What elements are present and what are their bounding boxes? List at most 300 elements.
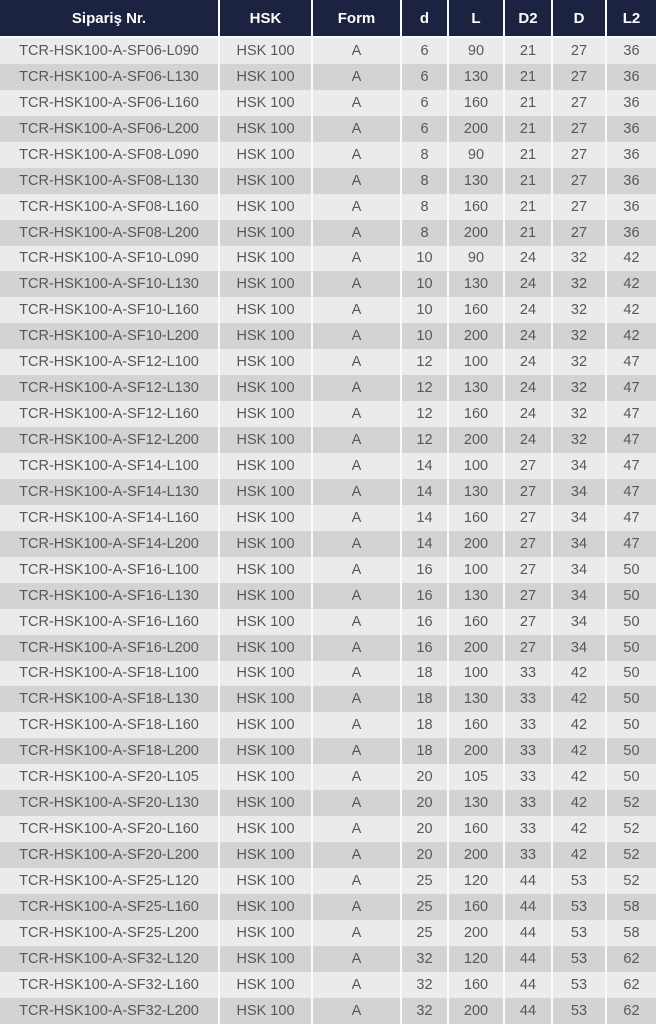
table-row [0,531,656,557]
cell-l: 160 [449,297,505,323]
table-row [0,297,656,323]
table-row [0,557,656,583]
cell-hsk: HSK 100 [220,168,313,194]
column-header-hsk: HSK [220,0,313,38]
cell-hsk: HSK 100 [220,505,313,531]
cell-d-big: 42 [553,661,607,687]
cell-siparis-nr: TCR-HSK100-A-SF08-L090 [0,142,220,168]
cell-d-small: 10 [402,271,449,297]
cell-l: 160 [449,505,505,531]
table-row [0,842,656,868]
cell-d2: 33 [505,738,553,764]
cell-form: A [313,220,402,246]
cell-siparis-nr: TCR-HSK100-A-SF12-L130 [0,375,220,401]
cell-d-big: 27 [553,194,607,220]
cell-d2: 44 [505,998,553,1024]
cell-d-small: 25 [402,920,449,946]
cell-d-small: 20 [402,816,449,842]
table-row [0,816,656,842]
cell-d-small: 10 [402,323,449,349]
cell-form: A [313,894,402,920]
cell-d-small: 8 [402,220,449,246]
cell-hsk: HSK 100 [220,764,313,790]
cell-d-big: 27 [553,90,607,116]
table-row [0,686,656,712]
table-row [0,972,656,998]
cell-siparis-nr: TCR-HSK100-A-SF14-L160 [0,505,220,531]
cell-d-small: 12 [402,401,449,427]
cell-form: A [313,686,402,712]
cell-hsk: HSK 100 [220,998,313,1024]
table-row [0,790,656,816]
cell-l2: 50 [607,583,656,609]
cell-d2: 33 [505,816,553,842]
cell-form: A [313,635,402,661]
table-row [0,920,656,946]
cell-d-big: 53 [553,998,607,1024]
cell-siparis-nr: TCR-HSK100-A-SF32-L160 [0,972,220,998]
cell-l: 100 [449,349,505,375]
cell-d-small: 12 [402,427,449,453]
cell-siparis-nr: TCR-HSK100-A-SF16-L130 [0,583,220,609]
table-row [0,142,656,168]
cell-l2: 50 [607,661,656,687]
cell-d-big: 42 [553,790,607,816]
cell-d-big: 34 [553,557,607,583]
cell-d2: 27 [505,479,553,505]
cell-d2: 44 [505,868,553,894]
cell-form: A [313,142,402,168]
cell-d-big: 27 [553,64,607,90]
cell-hsk: HSK 100 [220,297,313,323]
table-row [0,168,656,194]
cell-l2: 50 [607,557,656,583]
cell-d2: 27 [505,557,553,583]
cell-hsk: HSK 100 [220,453,313,479]
cell-d-big: 53 [553,972,607,998]
cell-hsk: HSK 100 [220,90,313,116]
cell-hsk: HSK 100 [220,271,313,297]
cell-form: A [313,64,402,90]
cell-d-big: 42 [553,738,607,764]
cell-siparis-nr: TCR-HSK100-A-SF18-L160 [0,712,220,738]
cell-d-big: 34 [553,453,607,479]
cell-l: 160 [449,609,505,635]
cell-d-small: 14 [402,505,449,531]
cell-d2: 24 [505,297,553,323]
cell-hsk: HSK 100 [220,842,313,868]
cell-siparis-nr: TCR-HSK100-A-SF06-L130 [0,64,220,90]
cell-d2: 27 [505,505,553,531]
cell-d2: 24 [505,375,553,401]
cell-form: A [313,375,402,401]
cell-form: A [313,816,402,842]
cell-form: A [313,920,402,946]
cell-hsk: HSK 100 [220,349,313,375]
cell-siparis-nr: TCR-HSK100-A-SF06-L200 [0,116,220,142]
cell-siparis-nr: TCR-HSK100-A-SF08-L200 [0,220,220,246]
cell-form: A [313,297,402,323]
cell-l2: 62 [607,946,656,972]
cell-l: 90 [449,142,505,168]
cell-l2: 42 [607,323,656,349]
cell-l: 130 [449,375,505,401]
cell-d-big: 53 [553,920,607,946]
cell-l2: 50 [607,738,656,764]
table-row [0,505,656,531]
cell-hsk: HSK 100 [220,375,313,401]
cell-hsk: HSK 100 [220,868,313,894]
column-header-siparis-nr: Sipariş Nr. [0,0,220,38]
cell-l: 130 [449,583,505,609]
cell-d2: 33 [505,842,553,868]
column-header-l2: L2 [607,0,656,38]
cell-d2: 21 [505,90,553,116]
column-header-d-small: d [402,0,449,38]
cell-siparis-nr: TCR-HSK100-A-SF12-L160 [0,401,220,427]
table-row [0,946,656,972]
cell-hsk: HSK 100 [220,790,313,816]
cell-l2: 62 [607,972,656,998]
cell-d2: 27 [505,531,553,557]
cell-d2: 44 [505,946,553,972]
cell-d-big: 34 [553,635,607,661]
cell-l: 160 [449,194,505,220]
cell-d-big: 32 [553,271,607,297]
cell-l: 160 [449,894,505,920]
cell-siparis-nr: TCR-HSK100-A-SF06-L160 [0,90,220,116]
cell-form: A [313,479,402,505]
cell-hsk: HSK 100 [220,220,313,246]
cell-siparis-nr: TCR-HSK100-A-SF10-L200 [0,323,220,349]
cell-d2: 24 [505,349,553,375]
cell-siparis-nr: TCR-HSK100-A-SF14-L200 [0,531,220,557]
cell-form: A [313,168,402,194]
cell-d-small: 16 [402,635,449,661]
cell-l: 120 [449,868,505,894]
cell-siparis-nr: TCR-HSK100-A-SF25-L200 [0,920,220,946]
table-row [0,90,656,116]
cell-siparis-nr: TCR-HSK100-A-SF16-L100 [0,557,220,583]
cell-l2: 47 [607,505,656,531]
cell-l2: 47 [607,479,656,505]
cell-l2: 50 [607,686,656,712]
cell-l2: 36 [607,220,656,246]
cell-d-big: 32 [553,427,607,453]
cell-d2: 21 [505,168,553,194]
cell-d2: 33 [505,686,553,712]
cell-siparis-nr: TCR-HSK100-A-SF25-L160 [0,894,220,920]
cell-hsk: HSK 100 [220,609,313,635]
cell-hsk: HSK 100 [220,401,313,427]
cell-form: A [313,505,402,531]
cell-d-big: 32 [553,246,607,272]
cell-l2: 47 [607,401,656,427]
table-row [0,349,656,375]
cell-d-small: 20 [402,790,449,816]
cell-form: A [313,531,402,557]
table-row [0,271,656,297]
cell-l2: 47 [607,427,656,453]
cell-d-small: 14 [402,479,449,505]
cell-siparis-nr: TCR-HSK100-A-SF10-L130 [0,271,220,297]
cell-d2: 21 [505,194,553,220]
cell-d-big: 42 [553,816,607,842]
cell-hsk: HSK 100 [220,738,313,764]
cell-d-big: 32 [553,401,607,427]
cell-l2: 36 [607,64,656,90]
cell-d-small: 32 [402,946,449,972]
cell-siparis-nr: TCR-HSK100-A-SF18-L130 [0,686,220,712]
cell-l: 200 [449,920,505,946]
cell-hsk: HSK 100 [220,816,313,842]
cell-d2: 33 [505,790,553,816]
table-row [0,998,656,1024]
cell-d-small: 32 [402,998,449,1024]
cell-d-big: 42 [553,712,607,738]
cell-d-big: 27 [553,220,607,246]
cell-hsk: HSK 100 [220,557,313,583]
cell-hsk: HSK 100 [220,142,313,168]
table-row [0,323,656,349]
cell-l2: 50 [607,712,656,738]
cell-d-big: 27 [553,142,607,168]
cell-siparis-nr: TCR-HSK100-A-SF16-L200 [0,635,220,661]
table-row [0,375,656,401]
cell-siparis-nr: TCR-HSK100-A-SF32-L200 [0,998,220,1024]
cell-d-small: 25 [402,868,449,894]
cell-hsk: HSK 100 [220,635,313,661]
cell-d2: 21 [505,220,553,246]
cell-d-small: 14 [402,453,449,479]
cell-form: A [313,868,402,894]
cell-siparis-nr: TCR-HSK100-A-SF14-L100 [0,453,220,479]
cell-d-big: 42 [553,842,607,868]
cell-form: A [313,557,402,583]
cell-l: 200 [449,116,505,142]
cell-siparis-nr: TCR-HSK100-A-SF12-L200 [0,427,220,453]
cell-l: 105 [449,764,505,790]
cell-l2: 36 [607,38,656,64]
cell-l: 200 [449,323,505,349]
cell-d2: 21 [505,116,553,142]
cell-form: A [313,661,402,687]
cell-hsk: HSK 100 [220,712,313,738]
cell-hsk: HSK 100 [220,116,313,142]
cell-l: 200 [449,842,505,868]
cell-l2: 52 [607,842,656,868]
cell-siparis-nr: TCR-HSK100-A-SF12-L100 [0,349,220,375]
cell-d-big: 53 [553,894,607,920]
cell-l2: 42 [607,271,656,297]
cell-siparis-nr: TCR-HSK100-A-SF14-L130 [0,479,220,505]
cell-hsk: HSK 100 [220,64,313,90]
table-row [0,635,656,661]
cell-hsk: HSK 100 [220,531,313,557]
cell-d2: 33 [505,764,553,790]
cell-form: A [313,842,402,868]
table-row [0,712,656,738]
cell-form: A [313,38,402,64]
cell-siparis-nr: TCR-HSK100-A-SF16-L160 [0,609,220,635]
cell-d-big: 34 [553,479,607,505]
table-row [0,894,656,920]
cell-d-big: 53 [553,946,607,972]
cell-l: 160 [449,972,505,998]
cell-form: A [313,972,402,998]
cell-d2: 21 [505,64,553,90]
cell-l: 200 [449,220,505,246]
cell-d-big: 34 [553,583,607,609]
cell-l2: 52 [607,816,656,842]
cell-form: A [313,427,402,453]
cell-l: 130 [449,168,505,194]
cell-siparis-nr: TCR-HSK100-A-SF08-L130 [0,168,220,194]
cell-l: 200 [449,531,505,557]
cell-form: A [313,246,402,272]
cell-l2: 47 [607,531,656,557]
table-row [0,194,656,220]
cell-l2: 42 [607,297,656,323]
cell-d-small: 14 [402,531,449,557]
cell-form: A [313,609,402,635]
cell-d-small: 18 [402,661,449,687]
cell-d-small: 6 [402,64,449,90]
cell-l: 130 [449,686,505,712]
table-row [0,116,656,142]
cell-d-big: 27 [553,168,607,194]
table-row [0,64,656,90]
cell-l: 100 [449,661,505,687]
cell-l2: 50 [607,764,656,790]
cell-d-big: 32 [553,349,607,375]
column-header-d-big: D [553,0,607,38]
cell-siparis-nr: TCR-HSK100-A-SF20-L200 [0,842,220,868]
table-row [0,220,656,246]
cell-hsk: HSK 100 [220,323,313,349]
column-header-form: Form [313,0,402,38]
cell-l: 160 [449,401,505,427]
cell-d2: 27 [505,453,553,479]
cell-form: A [313,401,402,427]
cell-form: A [313,116,402,142]
cell-form: A [313,738,402,764]
cell-d2: 44 [505,894,553,920]
cell-hsk: HSK 100 [220,583,313,609]
cell-l2: 36 [607,168,656,194]
cell-d-small: 8 [402,168,449,194]
cell-d-small: 6 [402,116,449,142]
table-row [0,868,656,894]
cell-form: A [313,349,402,375]
cell-l2: 36 [607,194,656,220]
cell-form: A [313,998,402,1024]
table-row [0,479,656,505]
cell-siparis-nr: TCR-HSK100-A-SF20-L160 [0,816,220,842]
cell-siparis-nr: TCR-HSK100-A-SF20-L130 [0,790,220,816]
table-row [0,609,656,635]
cell-d-big: 42 [553,764,607,790]
cell-d2: 44 [505,972,553,998]
table-row [0,738,656,764]
table-row [0,246,656,272]
cell-d-small: 10 [402,297,449,323]
cell-siparis-nr: TCR-HSK100-A-SF08-L160 [0,194,220,220]
cell-d-small: 12 [402,349,449,375]
cell-d-big: 34 [553,609,607,635]
cell-form: A [313,90,402,116]
cell-form: A [313,790,402,816]
table-row [0,661,656,687]
cell-d-small: 10 [402,246,449,272]
cell-form: A [313,712,402,738]
cell-d-small: 20 [402,764,449,790]
cell-siparis-nr: TCR-HSK100-A-SF10-L090 [0,246,220,272]
cell-l: 130 [449,64,505,90]
cell-d-small: 6 [402,90,449,116]
cell-hsk: HSK 100 [220,246,313,272]
cell-l2: 62 [607,998,656,1024]
cell-hsk: HSK 100 [220,38,313,64]
cell-d2: 21 [505,142,553,168]
table-body [0,38,656,1024]
cell-d-big: 34 [553,531,607,557]
cell-d-small: 25 [402,894,449,920]
cell-hsk: HSK 100 [220,894,313,920]
cell-d-big: 42 [553,686,607,712]
table-row [0,38,656,64]
cell-l2: 42 [607,246,656,272]
cell-d-small: 6 [402,38,449,64]
cell-d-small: 18 [402,738,449,764]
cell-d-small: 20 [402,842,449,868]
cell-siparis-nr: TCR-HSK100-A-SF10-L160 [0,297,220,323]
cell-siparis-nr: TCR-HSK100-A-SF18-L100 [0,661,220,687]
table-row [0,427,656,453]
cell-hsk: HSK 100 [220,972,313,998]
cell-d2: 33 [505,661,553,687]
cell-l2: 47 [607,375,656,401]
cell-d2: 24 [505,246,553,272]
cell-hsk: HSK 100 [220,946,313,972]
cell-l: 90 [449,38,505,64]
cell-d-small: 32 [402,972,449,998]
cell-form: A [313,194,402,220]
cell-d-small: 16 [402,583,449,609]
cell-hsk: HSK 100 [220,427,313,453]
header-row [0,0,656,38]
cell-l: 130 [449,479,505,505]
cell-l: 200 [449,427,505,453]
cell-form: A [313,323,402,349]
cell-d2: 24 [505,323,553,349]
cell-siparis-nr: TCR-HSK100-A-SF25-L120 [0,868,220,894]
cell-l2: 52 [607,790,656,816]
cell-l: 130 [449,271,505,297]
cell-d-big: 32 [553,323,607,349]
cell-d-small: 16 [402,557,449,583]
cell-l2: 47 [607,349,656,375]
cell-d2: 27 [505,635,553,661]
cell-l2: 36 [607,116,656,142]
cell-d2: 21 [505,38,553,64]
cell-l: 90 [449,246,505,272]
cell-l2: 36 [607,142,656,168]
cell-l: 160 [449,816,505,842]
column-header-d2: D2 [505,0,553,38]
cell-d-small: 18 [402,712,449,738]
cell-l2: 36 [607,90,656,116]
